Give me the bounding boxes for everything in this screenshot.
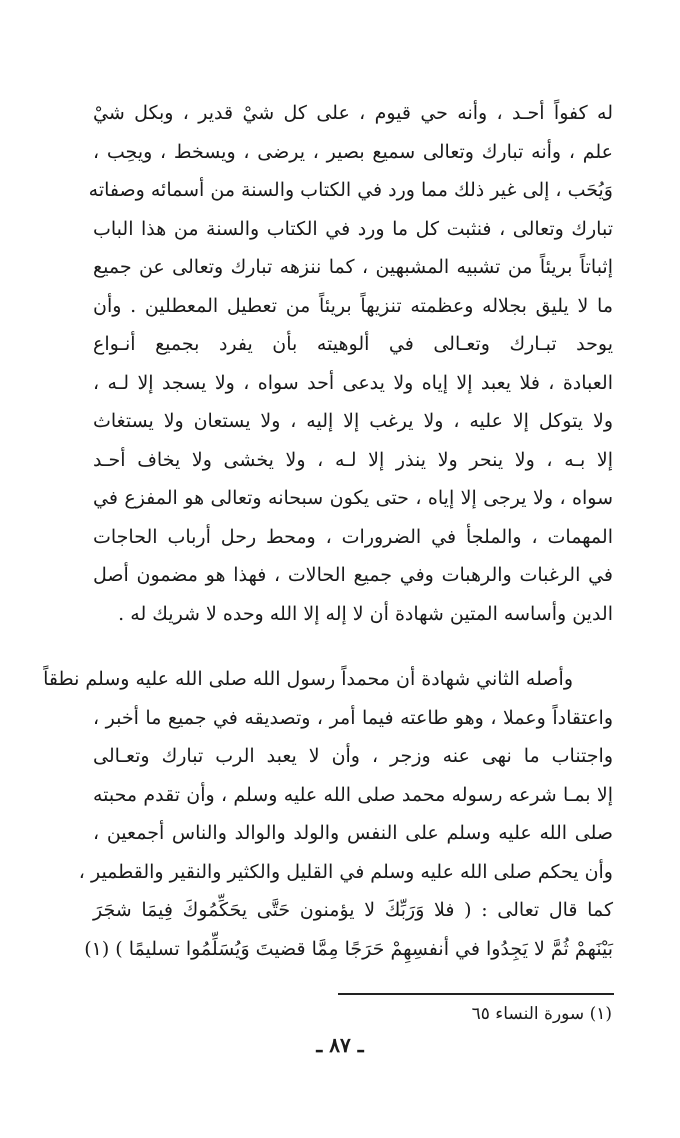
text-line: العبادة ، فلا يعبد إلا إياه ولا يدعى أحد سواه ، ولا يسجد إلا لـه ، — [93, 371, 613, 394]
text-line: تبارك وتعالى ، فنثبت كل ما ورد في الكتاب والسنة من هذا الباب — [93, 217, 613, 240]
text-line: يوحد تبـارك وتعـالى في ألوهيته بأن يفرد بجميع أنـواع — [93, 333, 613, 355]
text-line: في الرغبات والرهبات وفي جميع الحالات ، فهذا هو مضمون أصل — [93, 564, 613, 586]
text-line: بَيْنَهمْ ثُمَّ لا يَجِدُوا في أنفسِهِمْ حَرَجًا مِمَّا قضيتَ وَيُسَلِّمُوا تسليمًا ) (١) — [84, 937, 613, 960]
text-line: واجتناب ما نهى عنه وزجر ، وأن لا يعبد الرب تبارك وتعـالى — [93, 745, 613, 767]
text-line: صلى الله عليه وسلم على النفس والولد والوالد والناس أجمعين ، — [93, 822, 613, 844]
text-line: وأصله الثاني شهادة أن محمداً رسول الله صلى الله عليه وسلم نطقاً — [43, 668, 573, 690]
text-line: إلا بمـا شرعه رسوله محمد صلى الله عليه وسلم ، وأن تقدم محبته — [93, 783, 613, 806]
text-line: ولا يتوكل إلا عليه ، ولا يرغب إلا إليه ، ولا يستعان ولا يستغاث — [93, 410, 613, 432]
text-line: سواه ، ولا يرجى إلا إياه ، حتى يكون سبحانه وتعالى هو المفزع في — [93, 487, 613, 509]
text-line: واعتقاداً وعملا ، وهو طاعته فيما أمر ، وتصديقه في جميع ما أخبر ، — [93, 706, 613, 729]
text-line: الدين وأساسه المتين شهادة أن لا إله إلا الله وحده لا شريك له . — [118, 602, 613, 625]
footnote: (١) سورة النساء ٦٥ — [471, 1004, 612, 1024]
footnote-divider — [338, 993, 614, 995]
text-line: وأن يحكم صلى الله عليه وسلم في القليل والكثير والنقير والقطمير ، — [78, 860, 613, 883]
text-line: إثباتاً بريئاً من تشبيه المشبهين ، كما ننزهه تبارك وتعالى عن جميع — [93, 256, 613, 278]
text-line: وَيُحَب ، إلى غير ذلك مما ورد في الكتاب والسنة من أسمائه وصفاته — [88, 179, 613, 201]
paragraph-2 — [43, 660, 613, 968]
text-line: كما قال تعالى : ( فلا وَرَبِّكَ لا يؤمنون حَتَّى يحَكِّمُوكَ فِيمَا شجَرَ — [93, 899, 613, 921]
paragraph-1 — [88, 94, 613, 633]
text-line: له كفواً أحـد ، وأنه حي قيوم ، على كل شيْ قدير ، وبكل شيْ — [93, 102, 613, 124]
text-line: إلا بـه ، ولا ينحر ولا ينذر إلا لـه ، ولا يخشى ولا يخاف أحـد — [93, 448, 613, 471]
text-line: المهمات ، والملجأ في الضرورات ، ومحط رحل أرباب الحاجات — [93, 525, 613, 548]
page-number: ـ ٨٧ ـ — [316, 1033, 364, 1057]
text-line: ما لا يليق بجلاله وعظمته تنزيهاً بريئاً من تعطيل المعطلين . وأن — [93, 294, 613, 317]
text-line: علم ، وأنه تبارك وتعالى سميع بصير ، يرضى ، ويسخط ، ويحِب ، — [93, 140, 613, 163]
